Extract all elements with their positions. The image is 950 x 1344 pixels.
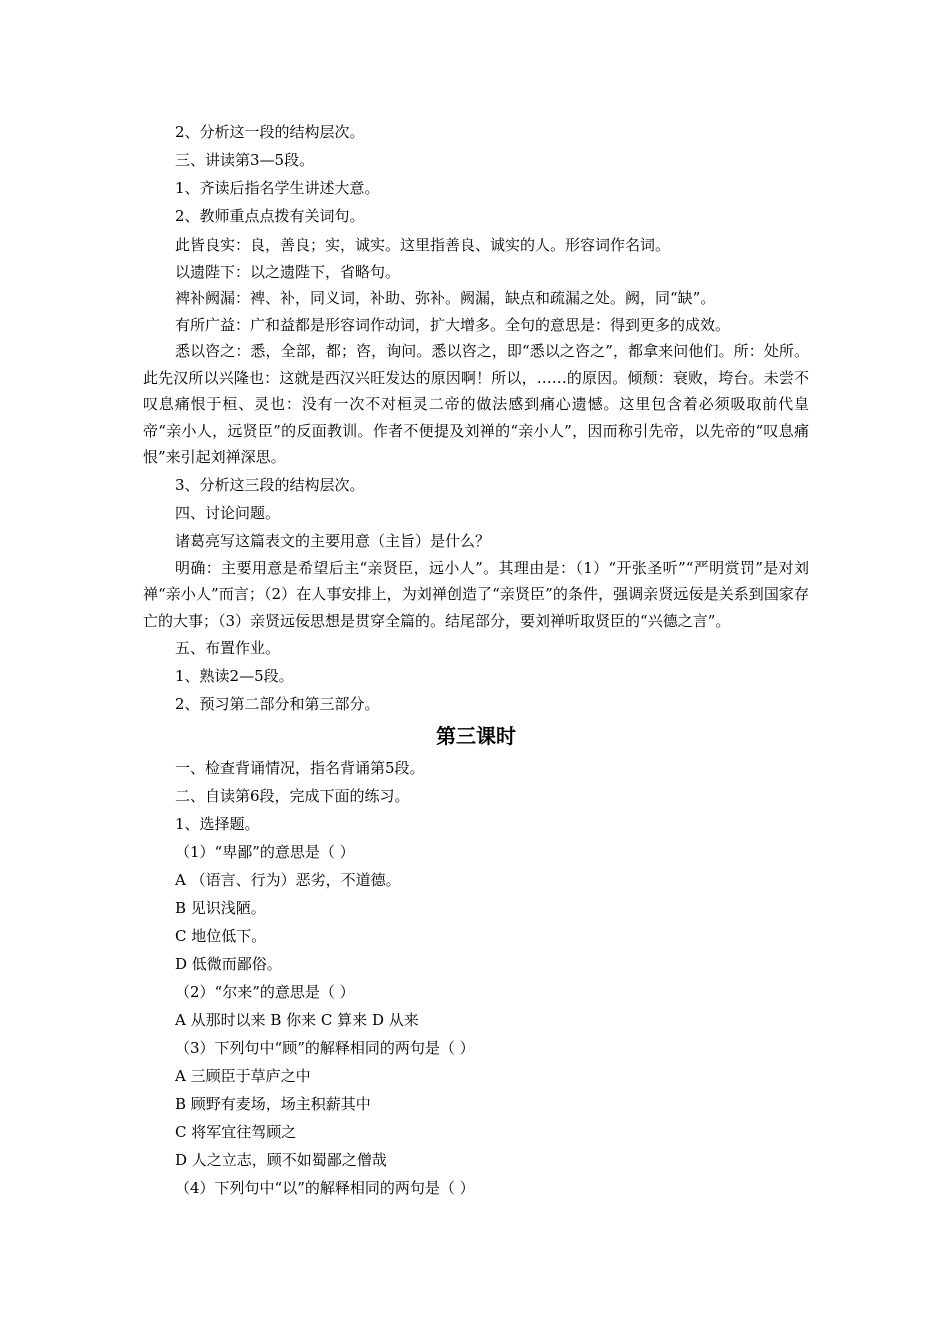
text-line: 有所广益：广和益都是形容词作动词，扩大增多。全句的意思是：得到更多的成效。: [175, 315, 731, 334]
option-line: A （语言、行为）恶劣，不道德。: [175, 871, 401, 889]
text-line: 1、齐读后指名学生讲述大意。: [175, 179, 380, 197]
option-line: B 见识浅陋。: [175, 899, 266, 917]
question-3: （3）下列句中“顾”的解释相同的两句是（ ）: [175, 1039, 475, 1057]
text-line: 1、熟读2—5段。: [175, 667, 294, 685]
text-line: 裨补阙漏：裨、补，同义词，补助、弥补。阙漏，缺点和疏漏之处。阙，同“缺”。: [175, 289, 716, 307]
question-1: （1）“卑鄙”的意思是（ ）: [175, 843, 355, 861]
text-line: 四、讨论问题。: [175, 503, 281, 522]
option-line: B 顾野有麦场，场主积薪其中: [175, 1095, 371, 1113]
text-line: 以遗陛下：以之遗陛下，省略句。: [175, 262, 401, 281]
text-line: 2、教师重点点拨有关词句。: [175, 207, 365, 225]
option-line: D 人之立志，顾不如蜀鄙之僧哉: [175, 1151, 387, 1169]
question-4: （4）下列句中“以”的解释相同的两句是（ ）: [175, 1179, 475, 1197]
paragraph-annotation: 悉以咨之：悉，全部，都；咨，询问。悉以咨之，即“悉以之咨之”，都拿来问他们。所：处所。此先汉所以兴隆也：这就是西汉兴旺发达的原因啊！所以，……的原因。倾颓：衰败，垮台。未尝不叹息痛恨于桓、灵也：没有一次不对桓灵二帝的做法感到痛心遗憾。这里包含着必须吸取前代皇帝“亲小人，远贤臣”的反面教训。作者不便提及刘禅的“亲小人”，因而称引先帝，以先帝的“叹息痛恨”来引起刘禅深思。: [143, 342, 809, 466]
text-line: 二、自读第6段，完成下面的练习。: [175, 787, 410, 805]
document-page: [143, 118, 809, 1202]
option-line: D 低微而鄙俗。: [175, 955, 282, 973]
section-title: 第三课时: [436, 724, 516, 748]
text-line: 诸葛亮写这篇表文的主要用意（主旨）是什么？: [175, 531, 491, 550]
text-line: 五、布置作业。: [175, 639, 281, 657]
text-line: 一、检查背诵情况，指名背诵第5段。: [175, 759, 425, 777]
text-line: 此皆良实：良，善良；实，诚实。这里指善良、诚实的人。形容词作名词。: [175, 236, 671, 254]
text-line: 2、分析这一段的结构层次。: [175, 123, 365, 141]
option-line: A 三顾臣于草庐之中: [175, 1067, 311, 1085]
option-line: C 地位低下。: [175, 927, 267, 945]
question-2: （2）“尔来”的意思是（ ）: [175, 983, 355, 1001]
text-line: 3、分析这三段的结构层次。: [175, 475, 365, 494]
option-line: A 从那时以来 B 你来 C 算来 D 从来: [175, 1011, 419, 1029]
text-line: 1、选择题。: [175, 815, 260, 833]
text-line: 三、讲读第3—5段。: [175, 151, 315, 169]
text-line: 2、预习第二部分和第三部分。: [175, 695, 380, 713]
option-line: C 将军宜往驾顾之: [175, 1123, 297, 1141]
paragraph-answer: 明确：主要用意是希望后主“亲贤臣，远小人”。其理由是：（1）“开张圣听”“严明赏罚”是对刘禅“亲小人”而言；（2）在人事安排上，为刘禅创造了“亲贤臣”的条件，强调亲贤远佞是关系到国家存亡的大事；（3）亲贤远佞思想是贯穿全篇的。结尾部分，要刘禅听取贤臣的“兴德之言”。: [143, 558, 809, 630]
